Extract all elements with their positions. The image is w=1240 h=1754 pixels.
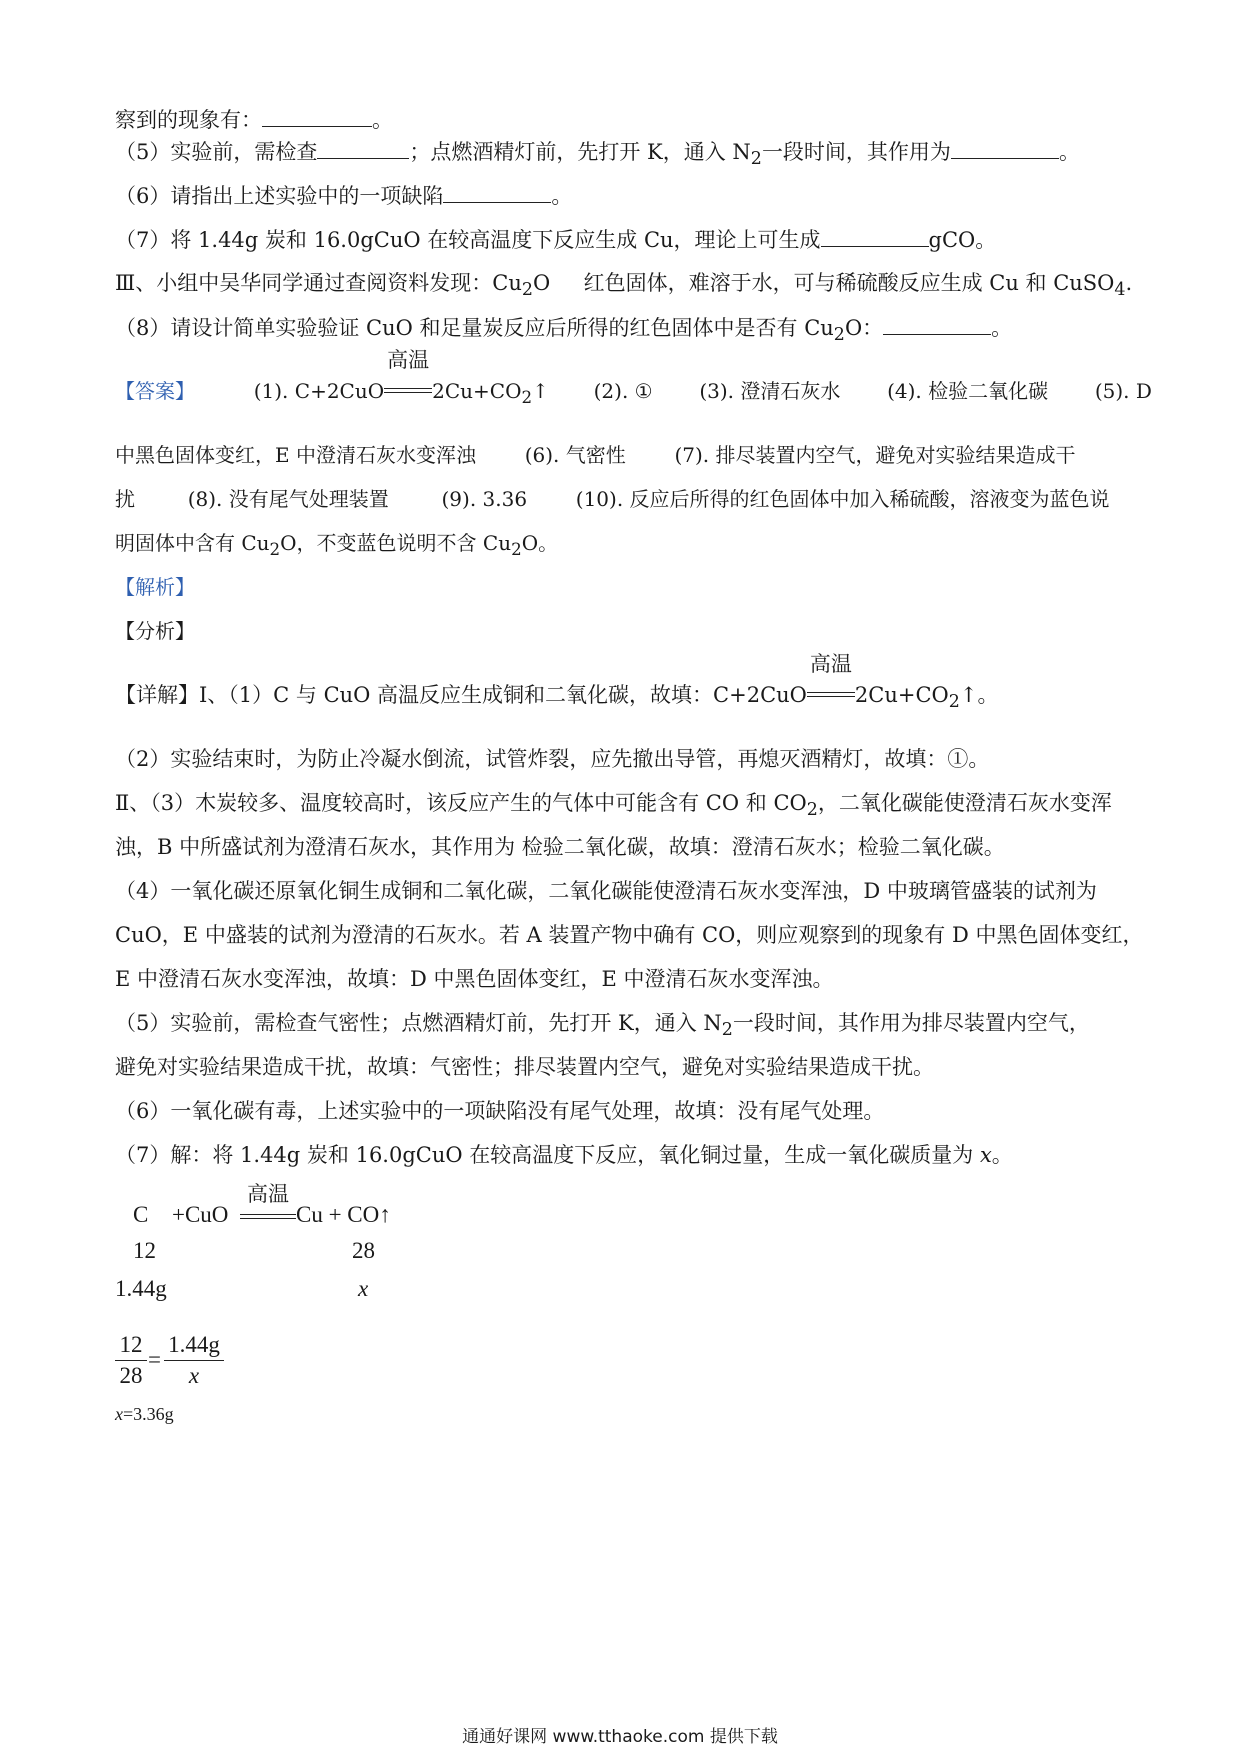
q4-continuation bbox=[115, 104, 393, 135]
fraction-molar bbox=[115, 1330, 147, 1391]
text: O。 bbox=[521, 531, 559, 555]
answer-blank bbox=[951, 136, 1059, 159]
answer-4: (4). 检验二氧化碳 bbox=[887, 379, 1049, 403]
condition-text: 高温 bbox=[387, 348, 430, 372]
text: Ⅱ、（3）木炭较多、温度较高时，该反应产生的气体中可能含有 CO 和 CO bbox=[115, 791, 807, 815]
answer-line-3 bbox=[115, 484, 1110, 514]
detail-line-1 bbox=[115, 652, 999, 717]
text: 。 bbox=[991, 316, 1013, 340]
answer-6: (6). 气密性 bbox=[524, 443, 626, 467]
fenxi-label: 【分析】 bbox=[115, 619, 195, 643]
eq-double-line bbox=[240, 1214, 296, 1219]
answer-line-1 bbox=[115, 348, 1152, 413]
denominator: x bbox=[188, 1363, 200, 1388]
text: ↑ bbox=[532, 379, 549, 403]
detail-line-7: E 中澄清石灰水变浑浊，故填：D 中黑色固体变红，E 中澄清石灰水变浑浊。 bbox=[115, 967, 834, 991]
numerator: 12 bbox=[115, 1330, 147, 1361]
answer-8: (8). 没有尾气处理装置 bbox=[187, 487, 389, 511]
text: 。 bbox=[991, 1143, 1013, 1167]
text: 一段时间，其作用为排尽装置内空气， bbox=[732, 1011, 1090, 1035]
detail-line-4: 浊，B 中所盛试剂为澄清石灰水，其作用为 检验二氧化碳，故填：澄清石灰水；检验二氧化碳。 bbox=[115, 835, 1005, 859]
text: （8）请设计简单实验验证 CuO 和足量炭反应后所得的红色固体中是否有 Cu bbox=[115, 316, 834, 340]
subscript: 4 bbox=[1114, 280, 1126, 301]
double-line bbox=[807, 692, 855, 697]
answer-label: 【答案】 bbox=[115, 379, 195, 403]
condition-text: 高温 bbox=[809, 652, 852, 676]
reaction-condition bbox=[807, 652, 855, 710]
text: 。 bbox=[551, 184, 573, 208]
denominator: 28 bbox=[119, 1363, 143, 1388]
answer-blank bbox=[262, 104, 372, 127]
equals-sign: = bbox=[148, 1347, 161, 1372]
subscript: 2 bbox=[511, 540, 522, 559]
q7-line bbox=[115, 224, 996, 255]
text: gCO。 bbox=[928, 228, 997, 252]
reaction-condition bbox=[384, 348, 432, 406]
detail-line-8 bbox=[115, 1008, 1090, 1045]
mass-carbon: 1.44g bbox=[115, 1276, 167, 1301]
text: 2Cu+CO bbox=[432, 379, 522, 403]
subscript: 2 bbox=[521, 280, 533, 301]
text: （5）实验前，需检查 bbox=[115, 140, 318, 164]
text: 中黑色固体变红，E 中澄清石灰水变浑浊 bbox=[115, 443, 476, 467]
text: Ⅲ、小组中吴华同学通过查阅资料发现：Cu bbox=[115, 271, 522, 295]
footer-source: 通通好课网 www.tthaoke.com 提供下载 bbox=[462, 1727, 778, 1747]
detail-line-9: 避免对实验结果造成干扰，故填：气密性；排尽装置内空气，避免对实验结果造成干扰。 bbox=[115, 1055, 934, 1079]
answer-line-2 bbox=[115, 440, 1076, 470]
text: ↑。 bbox=[959, 683, 999, 707]
text: （6）请指出上述实验中的一项缺陷 bbox=[115, 184, 444, 208]
detail-line-5: （4）一氧化碳还原氧化铜生成铜和二氧化碳，二氧化碳能使澄清石灰水变浑浊，D 中玻璃管盛装的试剂为 bbox=[115, 879, 1097, 903]
text: O，不变蓝色说明不含 Cu bbox=[280, 531, 512, 555]
fraction-mass bbox=[164, 1330, 224, 1391]
answer-blank bbox=[821, 224, 929, 247]
q8-line bbox=[115, 312, 1012, 350]
answer-2: (2). ① bbox=[593, 379, 653, 403]
detail-line-11 bbox=[115, 1140, 1013, 1170]
answer-blank bbox=[317, 136, 409, 159]
answer-1: (1). C+2CuO bbox=[253, 379, 385, 403]
subscript: 2 bbox=[806, 800, 818, 821]
text: ，二氧化碳能使澄清石灰水变浑 bbox=[817, 791, 1112, 815]
text: 。 bbox=[372, 108, 393, 132]
subscript: 2 bbox=[948, 692, 960, 713]
text: ；点燃酒精灯前，先打开 K，通入 N bbox=[409, 140, 751, 164]
subscript: 2 bbox=[269, 540, 281, 559]
molar-mass-c: 12 bbox=[133, 1238, 156, 1263]
text: （7）解：将 1.44g 炭和 16.0gCuO 在较高温度下反应，氧化铜过量，生成一氧化碳质量为 bbox=[115, 1143, 980, 1167]
detail-line-3 bbox=[115, 788, 1112, 825]
detail-line-6: CuO，E 中盛装的试剂为澄清的石灰水。若 A 装置产物中确有 CO，则应观察到的现象有 D 中黑色固体变红， bbox=[115, 923, 1144, 947]
answer-3: (3). 澄清石灰水 bbox=[699, 379, 841, 403]
text: 。 bbox=[1058, 140, 1080, 164]
subscript: 2 bbox=[833, 325, 845, 346]
mass-co-unknown: x bbox=[358, 1276, 369, 1301]
text: O： bbox=[844, 316, 884, 340]
variable: x bbox=[115, 1404, 123, 1424]
subscript: 2 bbox=[521, 388, 533, 407]
answer-5: (5). D bbox=[1094, 379, 1152, 403]
q6-line bbox=[115, 180, 572, 211]
answer-10: (10). 反应后所得的红色固体中加入稀硫酸，溶液变为蓝色说 bbox=[575, 487, 1110, 511]
text: . bbox=[1125, 271, 1133, 295]
answer-blank bbox=[443, 180, 551, 203]
answer-line-4 bbox=[115, 528, 558, 565]
subscript: 2 bbox=[721, 1020, 733, 1041]
molar-mass-co: 28 bbox=[352, 1238, 375, 1263]
analysis-label: 【解析】 bbox=[115, 575, 195, 599]
answer-9: (9). 3.36 bbox=[441, 487, 528, 511]
result-value: =3.36g bbox=[123, 1404, 174, 1424]
text: （5）实验前，需检查气密性；点燃酒精灯前，先打开 K，通入 N bbox=[115, 1011, 722, 1035]
text: O 红色固体，难溶于水，可与稀硫酸反应生成 Cu 和 CuSO bbox=[532, 271, 1115, 295]
text: 一段时间，其作用为 bbox=[761, 140, 951, 164]
detail-line-10: （6）一氧化碳有毒，上述实验中的一项缺陷没有尾气处理，故填：没有尾气处理。 bbox=[115, 1099, 885, 1123]
result-line bbox=[115, 1404, 174, 1425]
eq-carbon: C bbox=[133, 1202, 149, 1227]
text: Ⅰ、（1）C 与 CuO 高温反应生成铜和二氧化碳，故填：C+2CuO bbox=[199, 683, 807, 707]
double-line bbox=[384, 388, 432, 393]
section-3-line bbox=[115, 268, 1132, 305]
numerator: 1.44g bbox=[164, 1330, 224, 1361]
eq-cuo: +CuO bbox=[172, 1202, 229, 1227]
text: 明固体中含有 Cu bbox=[115, 531, 270, 555]
detail-label: 【详解】 bbox=[115, 683, 199, 707]
eq-products: Cu + CO↑ bbox=[296, 1202, 391, 1227]
variable: x bbox=[979, 1143, 992, 1167]
answer-blank bbox=[883, 312, 991, 335]
text: （7）将 1.44g 炭和 16.0gCuO 在较高温度下反应生成 Cu，理论上可生成 bbox=[115, 228, 821, 252]
eq-condition: 高温 bbox=[247, 1182, 289, 1206]
text: 察到的现象有： bbox=[115, 108, 262, 132]
detail-line-2: （2）实验结束时，为防止冷凝水倒流，试管炸裂，应先撤出导管，再熄灭酒精灯，故填：①。 bbox=[115, 747, 990, 771]
subscript: 2 bbox=[750, 149, 762, 170]
q5-line bbox=[115, 136, 1080, 174]
answer-7: (7). 排尽装置内空气，避免对实验结果造成干 bbox=[674, 443, 1076, 467]
text: 扰 bbox=[115, 487, 135, 511]
text: 2Cu+CO bbox=[854, 683, 949, 707]
